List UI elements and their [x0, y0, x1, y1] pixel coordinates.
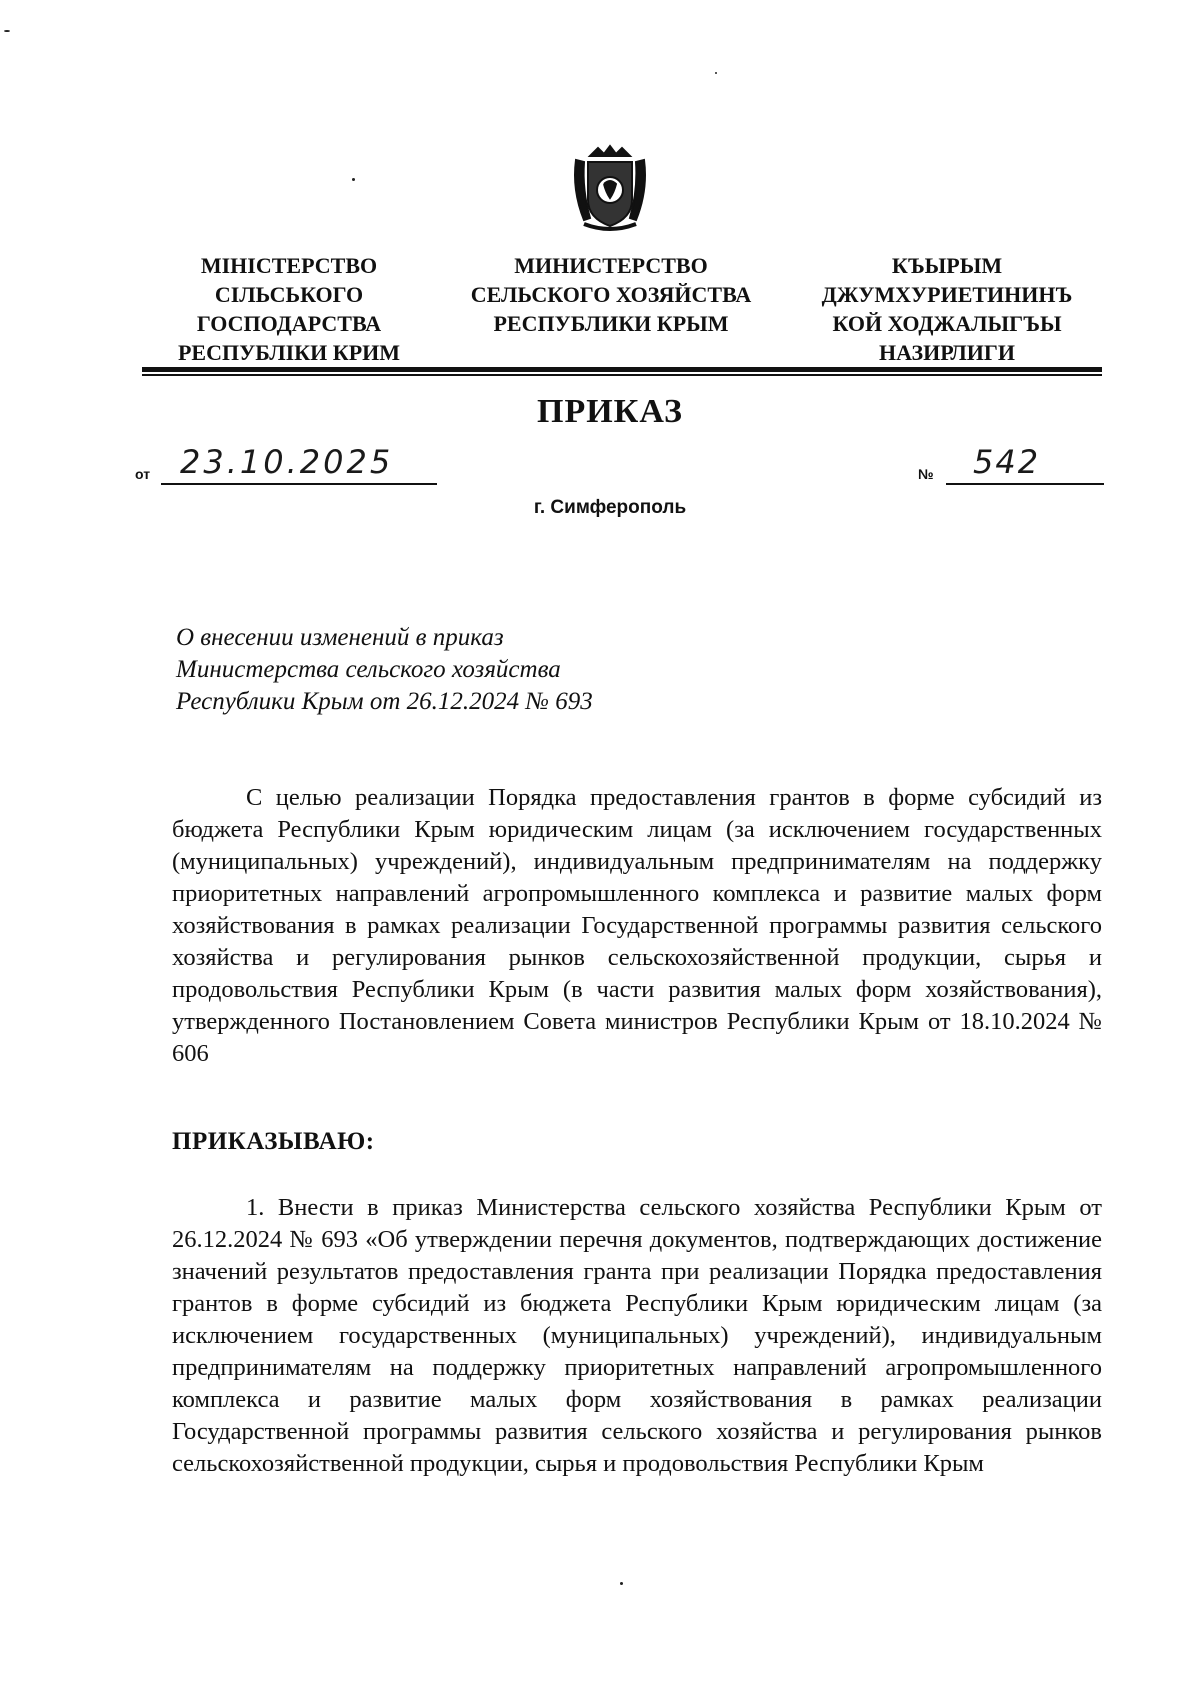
date-value: 23.10.2025 [180, 443, 394, 481]
header-line: МИНИСТЕРСТВО [514, 253, 708, 278]
header-line: СІЛЬСЬКОГО [214, 282, 364, 307]
document-date [135, 443, 435, 485]
date-prefix: от [135, 466, 151, 482]
header-russian [458, 251, 764, 338]
header-line: КЪЫРЫМ [891, 253, 1003, 278]
order-word: ПРИКАЗЫВАЮ: [172, 1128, 375, 1155]
header-line: СЕЛЬСКОГО ХОЗЯЙСТВА [470, 282, 752, 307]
subject-line: Министерства сельского хозяйства [176, 656, 561, 683]
header-line: ГОСПОДАРСТВА [196, 311, 382, 336]
header-ukrainian [160, 251, 418, 367]
header-divider-thick [142, 367, 1102, 372]
subject-line: Республики Крым от 26.12.2024 № 693 [176, 688, 593, 715]
number-underline [946, 483, 1104, 485]
document-title: ПРИКАЗ [537, 393, 683, 430]
header-line: ДЖУМХУРИЕТИНИНЪ [821, 282, 1073, 307]
document-subject [176, 622, 736, 718]
header-crimean-tatar [802, 251, 1092, 367]
header-line: НАЗИРЛИГИ [879, 340, 1015, 365]
document-number [918, 443, 1104, 485]
preamble-paragraph: С целью реализации Порядка предоставления грантов в форме субсидий из бюджета Республики Крым юридическим лицам (за исключением государственных (муниципальных) учреждений), индивидуальным предпринимателям на поддержку приоритетных направлений агропромышленного комплекса и развитие малых форм хозяйствования в рамках реализации Государственной программы развития сельского хозяйства и регулирования рынков сельскохозяйственной продукции, сырья и продовольствия Республики Крым (в части развития малых форм хозяйствования), утвержденного Постановлением Совета министров Республики Крым от 18.10.2024 № 606 [172, 784, 1102, 1067]
number-prefix: № [918, 466, 934, 482]
scan-speck [4, 30, 10, 32]
header-line: РЕСПУБЛИКИ КРЫМ [493, 311, 729, 336]
date-underline [161, 483, 437, 485]
number-value: 542 [973, 443, 1041, 481]
scan-speck [620, 1582, 623, 1585]
crimea-coat-of-arms-icon [570, 140, 650, 235]
subject-line: О внесении изменений в приказ [176, 624, 504, 651]
item-1-paragraph: 1. Внести в приказ Министерства сельского хозяйства Республики Крым от 26.12.2024 № 693 «Об утверждении перечня документов, подтверждающих достижение значений результатов предоставления гранта при реализации Порядка предоставления грантов в форме субсидий из бюджета Республики Крым юридическим лицам (за исключением государственных (муниципальных) учреждений), индивидуальным предпринимателям на поддержку приоритетных направлений агропромышленного комплекса и развитие малых форм хозяйствования в рамках реализации Государственной программы развития сельского хозяйства и регулирования рынков сельскохозяйственной продукции, сырья и продовольствия Республики Крым [172, 1194, 1102, 1477]
scan-speck [352, 178, 355, 181]
header-divider-thin [142, 374, 1102, 376]
city: г. Симферополь [533, 497, 687, 518]
header-line: МІНІСТЕРСТВО [200, 253, 378, 278]
scan-speck [715, 72, 717, 74]
header-line: КОЙ ХОДЖАЛЫГЪЫ [832, 311, 1062, 336]
header-line: РЕСПУБЛІКИ КРИМ [177, 340, 401, 365]
